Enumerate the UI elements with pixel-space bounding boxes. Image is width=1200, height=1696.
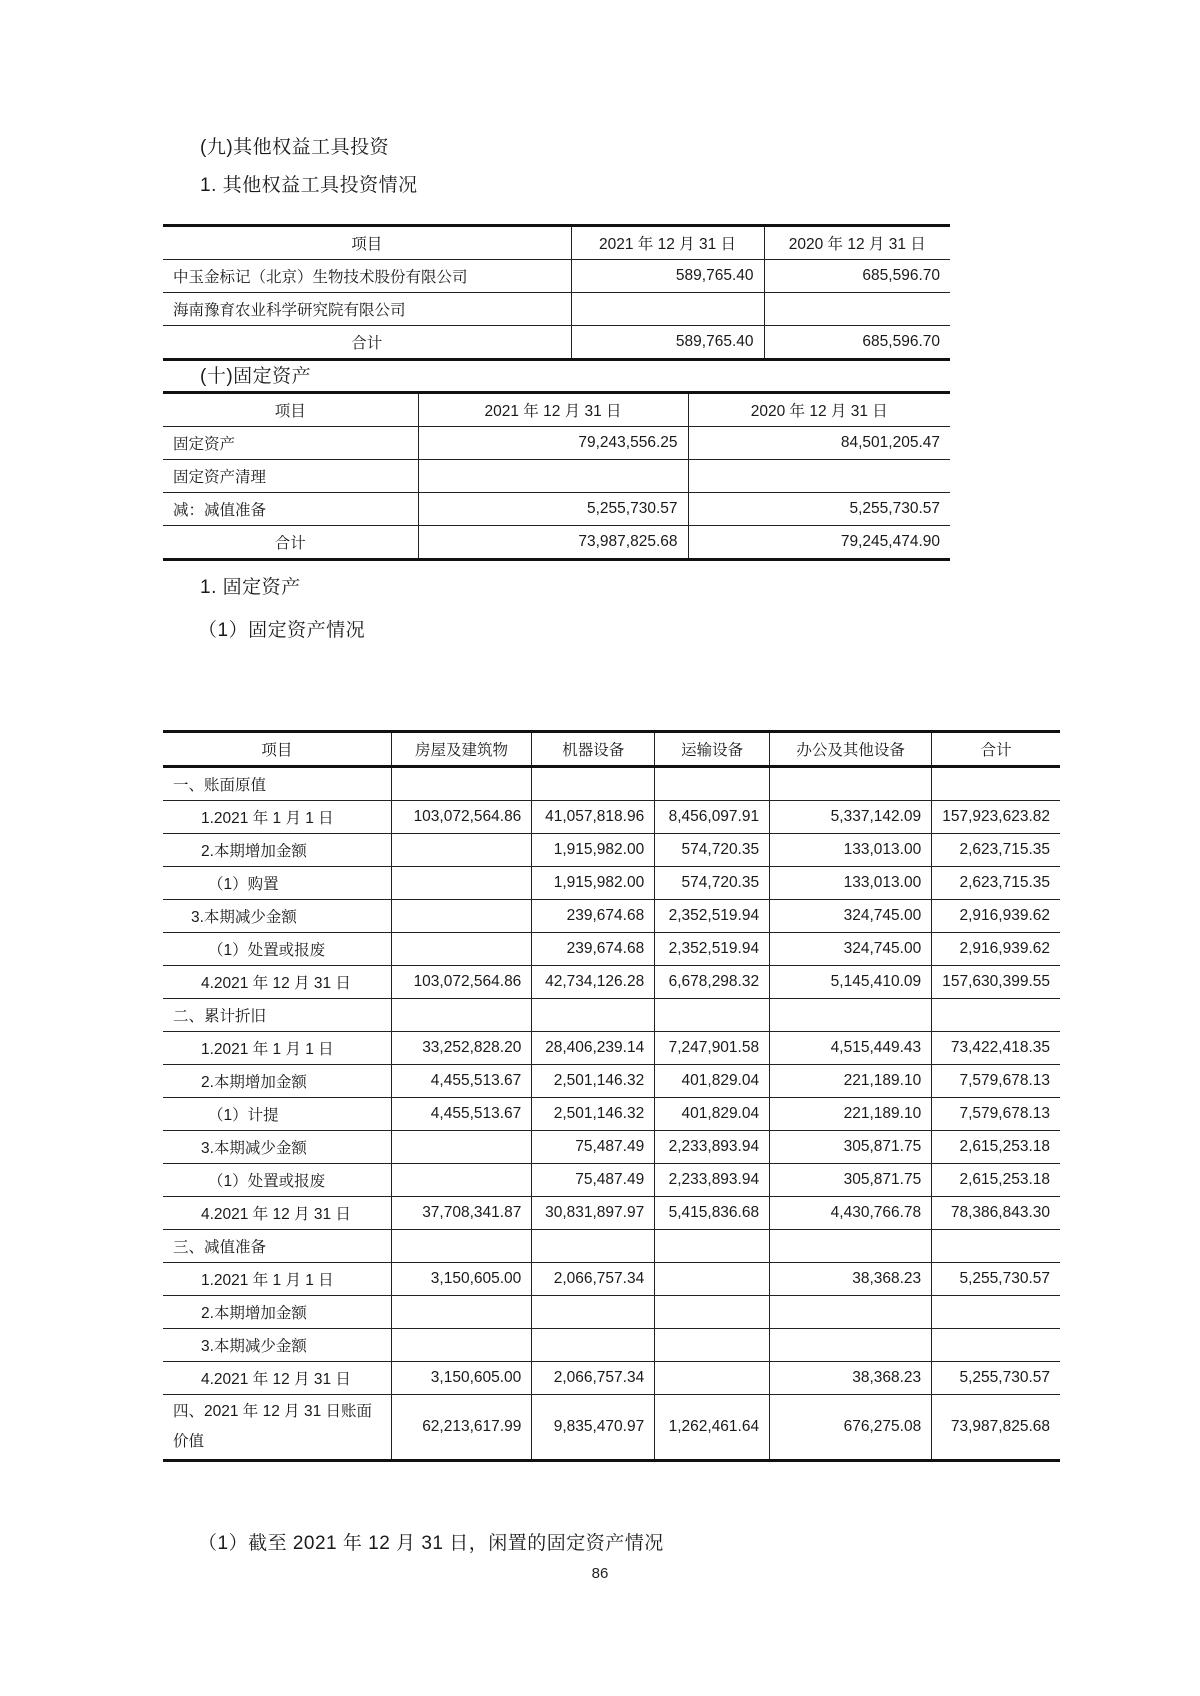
table-row	[163, 1362, 1060, 1395]
row-total: 78,386,843.30	[932, 1197, 1060, 1230]
row-value-2021: 589,765.40	[571, 326, 764, 360]
header-total: 合计	[932, 732, 1060, 767]
row-value-2021: 79,243,556.25	[418, 427, 688, 460]
equity-investment-table	[163, 224, 950, 361]
row-item: 3.本期减少金额	[163, 1329, 391, 1362]
row-total	[932, 767, 1060, 801]
table-row	[163, 966, 1060, 999]
row-transport: 2,233,893.94	[655, 1131, 770, 1164]
row-machinery: 239,674.68	[532, 933, 655, 966]
row-item: 中玉金标记（北京）生物技术股份有限公司	[163, 260, 571, 293]
row-item: 合计	[163, 526, 418, 560]
table-row	[163, 1164, 1060, 1197]
header-2021: 2021 年 12 月 31 日	[571, 226, 764, 260]
row-total: 2,623,715.35	[932, 834, 1060, 867]
table-row	[163, 933, 1060, 966]
row-buildings	[391, 1131, 532, 1164]
row-buildings	[391, 834, 532, 867]
row-machinery	[532, 1329, 655, 1362]
header-2020: 2020 年 12 月 31 日	[688, 393, 950, 427]
row-buildings: 33,252,828.20	[391, 1032, 532, 1065]
row-item: 2.本期增加金额	[163, 1065, 391, 1098]
row-buildings: 37,708,341.87	[391, 1197, 532, 1230]
row-item: 3.本期减少金额	[163, 900, 391, 933]
row-value-2021: 73,987,825.68	[418, 526, 688, 560]
row-item: 4.2021 年 12 月 31 日	[163, 1362, 391, 1395]
table-row	[163, 834, 1060, 867]
row-machinery: 239,674.68	[532, 900, 655, 933]
table-header-row	[163, 393, 950, 427]
section-10-title: (十)固定资产	[200, 366, 312, 387]
row-transport: 2,352,519.94	[655, 933, 770, 966]
table-row	[163, 1098, 1060, 1131]
row-transport: 2,233,893.94	[655, 1164, 770, 1197]
table-row	[163, 767, 1060, 801]
row-buildings: 3,150,605.00	[391, 1362, 532, 1395]
row-office: 4,430,766.78	[770, 1197, 932, 1230]
row-item: 3.本期减少金额	[163, 1131, 391, 1164]
row-office	[770, 999, 932, 1032]
row-item: 4.2021 年 12 月 31 日	[163, 1197, 391, 1230]
row-buildings: 103,072,564.86	[391, 966, 532, 999]
row-office: 133,013.00	[770, 867, 932, 900]
row-total: 2,615,253.18	[932, 1164, 1060, 1197]
section-9-title: (九)其他权益工具投资	[200, 137, 390, 158]
fixed-assets-subtitle: 1. 固定资产	[200, 577, 301, 598]
row-value-2020: 84,501,205.47	[688, 427, 950, 460]
row-office	[770, 1329, 932, 1362]
row-total	[932, 1230, 1060, 1263]
row-total: 2,615,253.18	[932, 1131, 1060, 1164]
row-transport: 401,829.04	[655, 1098, 770, 1131]
row-office: 38,368.23	[770, 1263, 932, 1296]
header-machinery: 机器设备	[532, 732, 655, 767]
row-item: 二、累计折旧	[163, 999, 391, 1032]
header-2020: 2020 年 12 月 31 日	[764, 226, 950, 260]
row-office: 676,275.08	[770, 1395, 932, 1461]
row-item: 海南豫育农业科学研究院有限公司	[163, 293, 571, 326]
row-machinery: 2,501,146.32	[532, 1098, 655, 1131]
row-buildings: 3,150,605.00	[391, 1263, 532, 1296]
page-number: 86	[591, 1565, 609, 1582]
table-total-row	[163, 526, 950, 560]
row-buildings: 103,072,564.86	[391, 801, 532, 834]
header-item: 项目	[163, 732, 391, 767]
row-buildings: 4,455,513.67	[391, 1098, 532, 1131]
row-office	[770, 767, 932, 801]
table-row	[163, 1032, 1060, 1065]
row-machinery: 75,487.49	[532, 1164, 655, 1197]
row-office: 324,745.00	[770, 900, 932, 933]
row-machinery: 1,915,982.00	[532, 867, 655, 900]
header-2021: 2021 年 12 月 31 日	[418, 393, 688, 427]
row-machinery: 75,487.49	[532, 1131, 655, 1164]
fixed-asset-detail-table	[163, 730, 1060, 1462]
row-total	[932, 1296, 1060, 1329]
row-value-2020: 5,255,730.57	[688, 493, 950, 526]
table-row	[163, 867, 1060, 900]
table-row	[163, 801, 1060, 834]
row-total: 2,916,939.62	[932, 900, 1060, 933]
table-header-row	[163, 732, 1060, 767]
table-total-row	[163, 326, 950, 360]
row-office: 221,189.10	[770, 1065, 932, 1098]
table-row	[163, 999, 1060, 1032]
row-transport: 1,262,461.64	[655, 1395, 770, 1461]
header-buildings: 房屋及建筑物	[391, 732, 532, 767]
row-item: 2.本期增加金额	[163, 1296, 391, 1329]
table-row	[163, 1329, 1060, 1362]
fixed-assets-subsubtitle: （1）固定资产情况	[198, 620, 366, 641]
row-total: 73,422,418.35	[932, 1032, 1060, 1065]
row-value-2021	[418, 460, 688, 493]
row-machinery: 2,066,757.34	[532, 1362, 655, 1395]
row-buildings: 62,213,617.99	[391, 1395, 532, 1461]
row-buildings	[391, 1230, 532, 1263]
row-office	[770, 1230, 932, 1263]
row-item: （1）处置或报废	[163, 1164, 391, 1197]
row-machinery	[532, 1230, 655, 1263]
row-transport	[655, 1329, 770, 1362]
row-total	[932, 999, 1060, 1032]
row-buildings	[391, 1296, 532, 1329]
row-buildings	[391, 767, 532, 801]
row-item: 四、2021 年 12 月 31 日账面价值	[163, 1395, 391, 1461]
row-total: 157,630,399.55	[932, 966, 1060, 999]
row-machinery	[532, 767, 655, 801]
row-item: （1）处置或报废	[163, 933, 391, 966]
row-machinery: 1,915,982.00	[532, 834, 655, 867]
row-item: 2.本期增加金额	[163, 834, 391, 867]
row-item: 1.2021 年 1 月 1 日	[163, 1032, 391, 1065]
header-item: 项目	[163, 226, 571, 260]
row-transport: 5,415,836.68	[655, 1197, 770, 1230]
row-value-2021: 589,765.40	[571, 260, 764, 293]
row-transport	[655, 1362, 770, 1395]
fixed-asset-summary-table	[163, 391, 950, 561]
section-9-subtitle: 1. 其他权益工具投资情况	[200, 175, 418, 196]
row-buildings	[391, 867, 532, 900]
row-transport	[655, 767, 770, 801]
row-machinery: 9,835,470.97	[532, 1395, 655, 1461]
table-row	[163, 1065, 1060, 1098]
row-office: 305,871.75	[770, 1164, 932, 1197]
row-machinery: 42,734,126.28	[532, 966, 655, 999]
table-row	[163, 900, 1060, 933]
row-transport: 6,678,298.32	[655, 966, 770, 999]
row-transport: 574,720.35	[655, 834, 770, 867]
row-value-2021	[571, 293, 764, 326]
table-row	[163, 1230, 1060, 1263]
row-office: 4,515,449.43	[770, 1032, 932, 1065]
row-total: 7,579,678.13	[932, 1065, 1060, 1098]
row-machinery	[532, 1296, 655, 1329]
row-value-2021: 5,255,730.57	[418, 493, 688, 526]
table-row	[163, 1296, 1060, 1329]
row-item: 一、账面原值	[163, 767, 391, 801]
row-office: 221,189.10	[770, 1098, 932, 1131]
row-item: （1）购置	[163, 867, 391, 900]
idle-assets-title: （1）截至 2021 年 12 月 31 日，闲置的固定资产情况	[198, 1533, 664, 1554]
row-office: 324,745.00	[770, 933, 932, 966]
table-book-value-row	[163, 1395, 1060, 1461]
table-row	[163, 260, 950, 293]
row-item: 1.2021 年 1 月 1 日	[163, 1263, 391, 1296]
row-office: 305,871.75	[770, 1131, 932, 1164]
table-header-row	[163, 226, 950, 260]
row-value-2020: 685,596.70	[764, 260, 950, 293]
row-machinery: 41,057,818.96	[532, 801, 655, 834]
row-office: 5,145,410.09	[770, 966, 932, 999]
row-total: 5,255,730.57	[932, 1362, 1060, 1395]
row-transport	[655, 1263, 770, 1296]
row-total: 2,916,939.62	[932, 933, 1060, 966]
row-transport: 401,829.04	[655, 1065, 770, 1098]
row-item: 1.2021 年 1 月 1 日	[163, 801, 391, 834]
row-item: （1）计提	[163, 1098, 391, 1131]
row-office: 133,013.00	[770, 834, 932, 867]
row-office: 38,368.23	[770, 1362, 932, 1395]
row-machinery: 28,406,239.14	[532, 1032, 655, 1065]
row-buildings	[391, 999, 532, 1032]
row-value-2020: 685,596.70	[764, 326, 950, 360]
row-item: 固定资产清理	[163, 460, 418, 493]
row-transport: 8,456,097.91	[655, 801, 770, 834]
row-buildings	[391, 1329, 532, 1362]
row-item: 合计	[163, 326, 571, 360]
row-transport	[655, 1230, 770, 1263]
row-value-2020	[688, 460, 950, 493]
header-transport: 运输设备	[655, 732, 770, 767]
row-item: 固定资产	[163, 427, 418, 460]
table-row	[163, 460, 950, 493]
row-transport	[655, 1296, 770, 1329]
table-row	[163, 427, 950, 460]
row-machinery: 30,831,897.97	[532, 1197, 655, 1230]
row-transport: 2,352,519.94	[655, 900, 770, 933]
row-transport: 7,247,901.58	[655, 1032, 770, 1065]
row-item: 减：减值准备	[163, 493, 418, 526]
row-total: 5,255,730.57	[932, 1263, 1060, 1296]
header-office: 办公及其他设备	[770, 732, 932, 767]
row-total: 157,923,623.82	[932, 801, 1060, 834]
row-item: 三、减值准备	[163, 1230, 391, 1263]
header-item: 项目	[163, 393, 418, 427]
row-buildings: 4,455,513.67	[391, 1065, 532, 1098]
table-row	[163, 493, 950, 526]
table-row	[163, 1263, 1060, 1296]
row-buildings	[391, 1164, 532, 1197]
row-item: 4.2021 年 12 月 31 日	[163, 966, 391, 999]
table-row	[163, 293, 950, 326]
row-total	[932, 1329, 1060, 1362]
row-transport: 574,720.35	[655, 867, 770, 900]
row-buildings	[391, 933, 532, 966]
row-total: 2,623,715.35	[932, 867, 1060, 900]
row-machinery	[532, 999, 655, 1032]
row-office: 5,337,142.09	[770, 801, 932, 834]
row-total: 73,987,825.68	[932, 1395, 1060, 1461]
row-total: 7,579,678.13	[932, 1098, 1060, 1131]
row-machinery: 2,066,757.34	[532, 1263, 655, 1296]
row-office	[770, 1296, 932, 1329]
row-transport	[655, 999, 770, 1032]
row-value-2020	[764, 293, 950, 326]
row-buildings	[391, 900, 532, 933]
row-value-2020: 79,245,474.90	[688, 526, 950, 560]
table-row	[163, 1197, 1060, 1230]
row-machinery: 2,501,146.32	[532, 1065, 655, 1098]
table-row	[163, 1131, 1060, 1164]
